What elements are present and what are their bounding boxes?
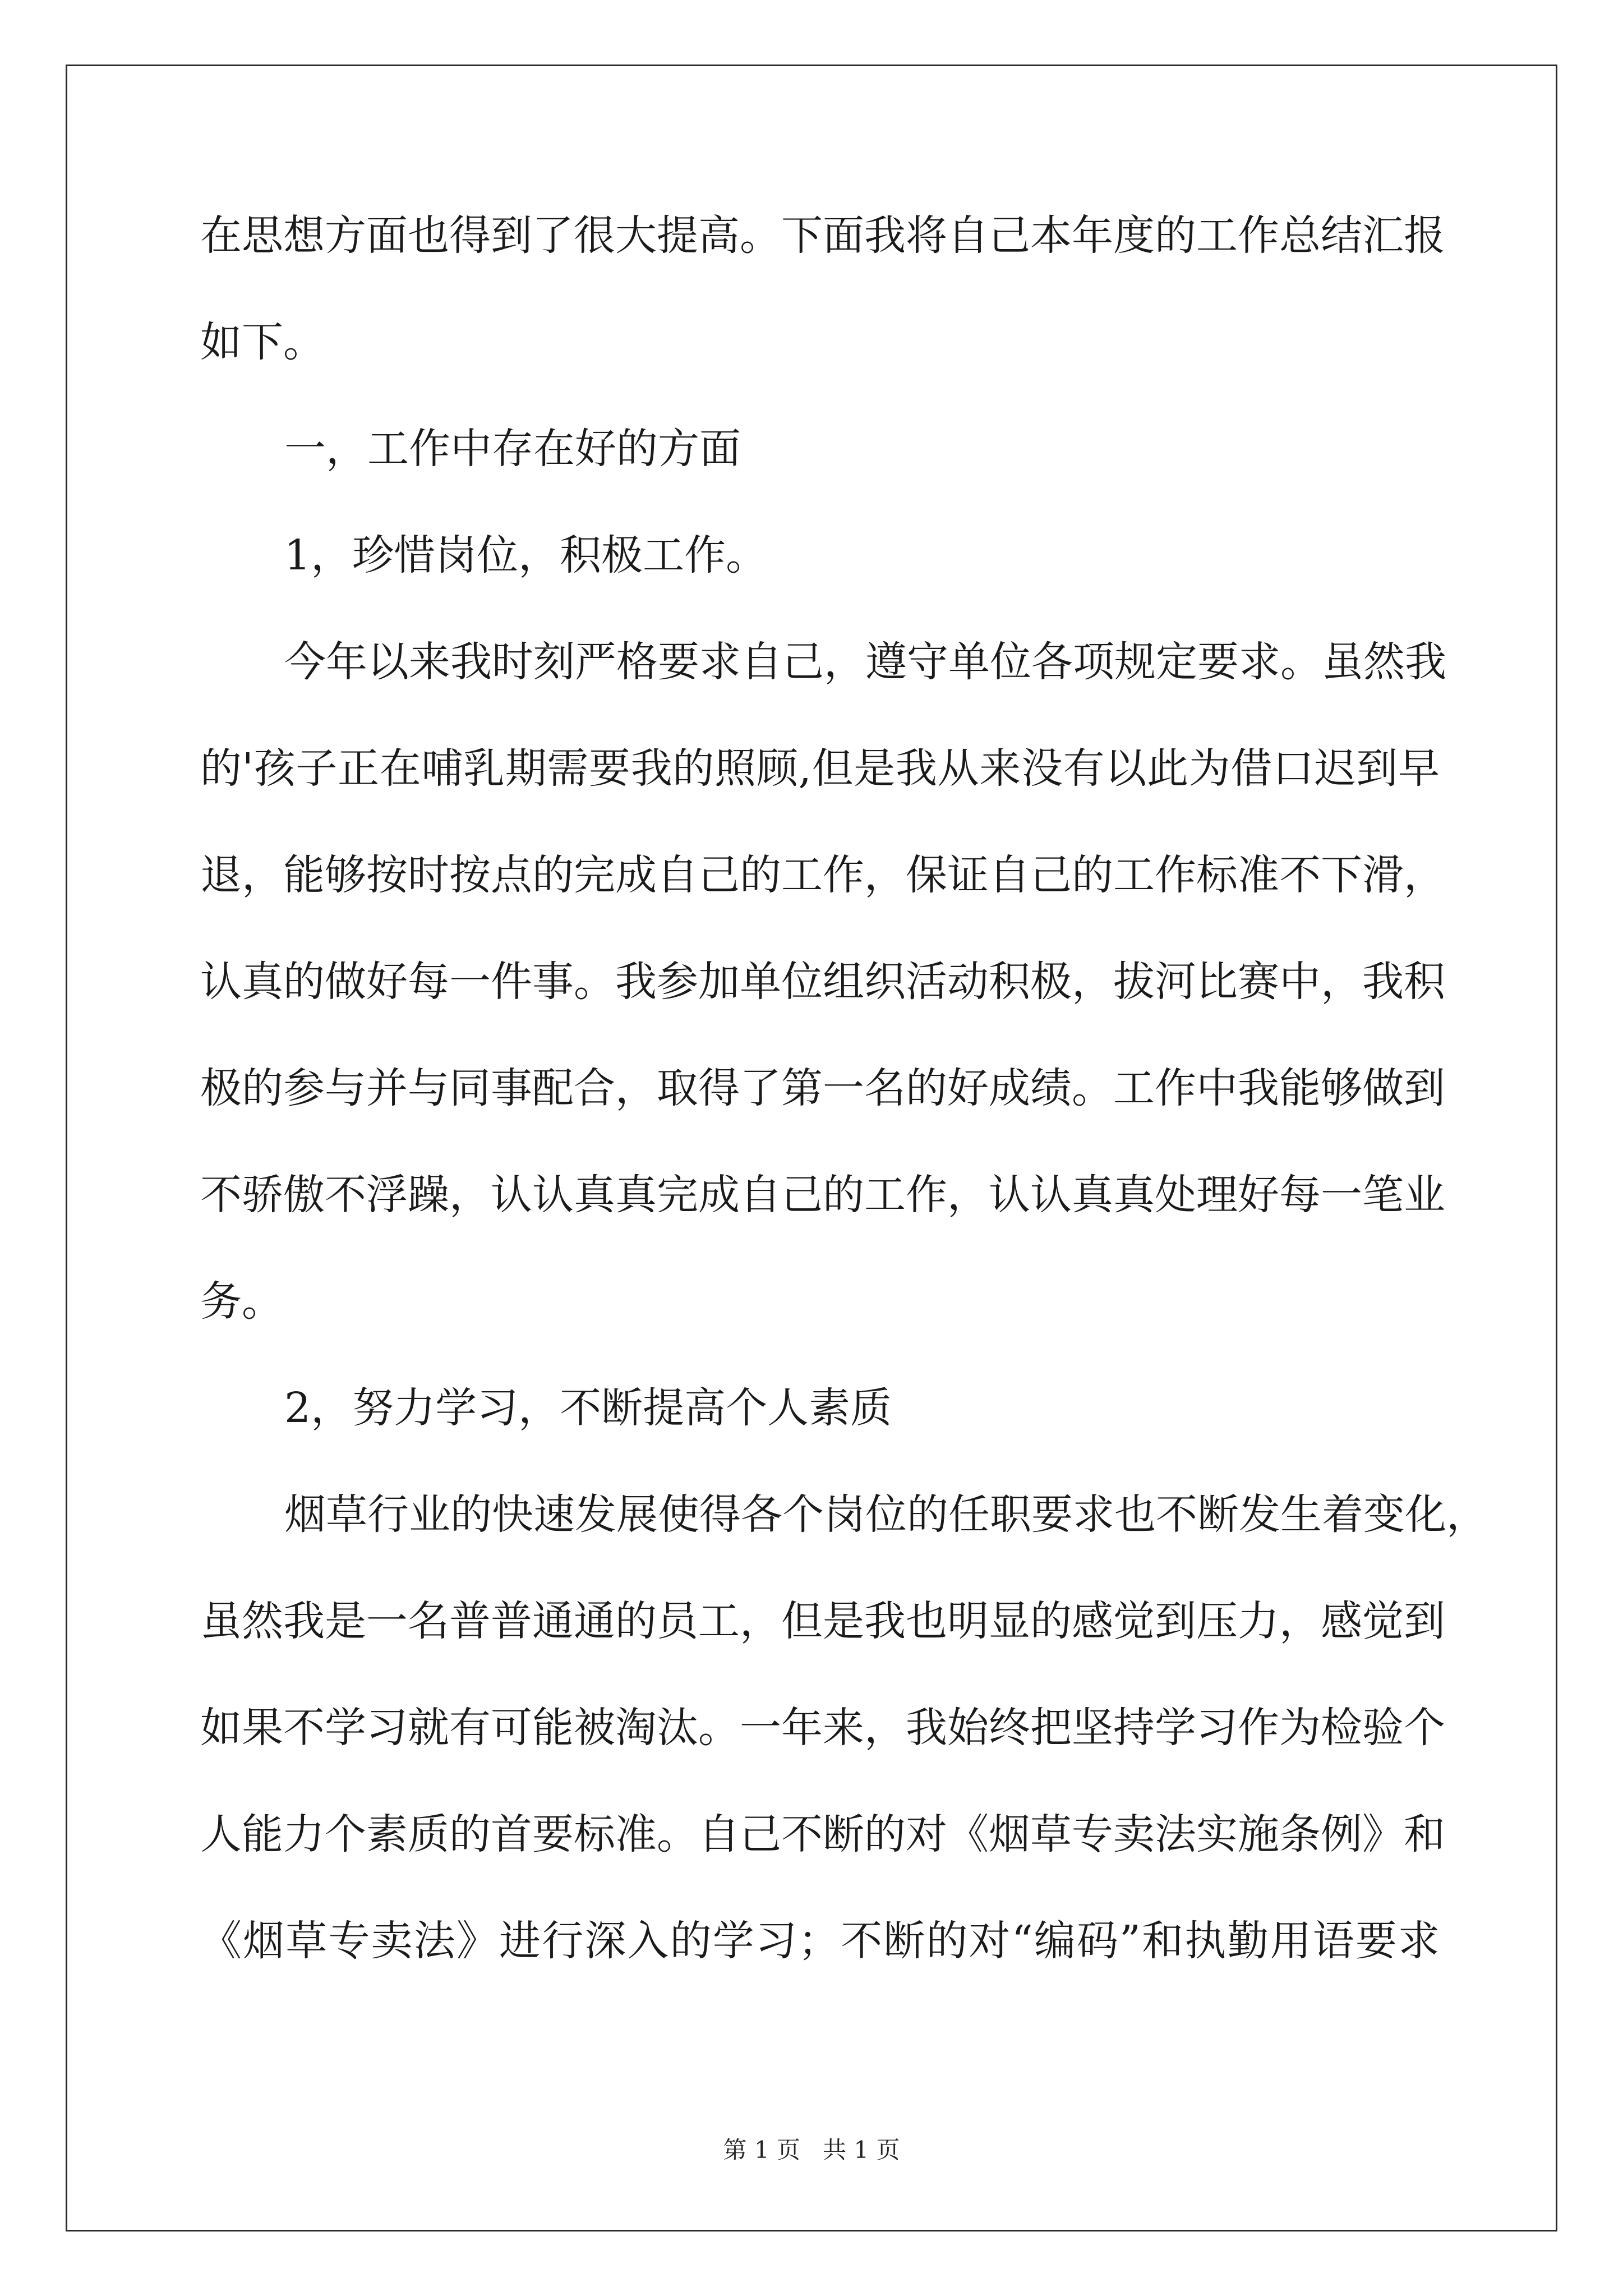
subsection-heading: 1，珍惜岗位，积极工作。	[284, 531, 768, 579]
text-line: 极的参与并与同事配合，取得了第一名的好成绩。工作中我能够做到	[200, 1064, 1445, 1112]
text-line: 《烟草专卖法》进行深入的学习；不断的对“编码”和执勤用语要求	[200, 1917, 1440, 1965]
text-line: 人能力个素质的首要标准。自己不断的对《烟草专卖法实施条例》和	[200, 1810, 1445, 1858]
text-line: 的'孩子正在哺乳期需要我的照顾,但是我从来没有以此为借口迟到早	[200, 744, 1440, 793]
text-line: 务。	[200, 1277, 283, 1326]
text-line: 烟草行业的快速发展使得各个岗位的任职要求也不断发生着变化，	[284, 1490, 1488, 1539]
page-footer: 第 1 页 共 1 页	[723, 2136, 900, 2164]
text-line: 退，能够按时按点的完成自己的工作，保证自己的工作标准不下滑，	[200, 851, 1445, 899]
text-line: 虽然我是一名普普通通的员工，但是我也明显的感觉到压力，感觉到	[200, 1597, 1445, 1645]
subsection-heading: 2，努力学习，不断提高个人素质	[284, 1384, 892, 1432]
page-border	[66, 65, 1557, 2231]
text-line: 今年以来我时刻严格要求自己，遵守单位各项规定要求。虽然我	[284, 638, 1446, 686]
text-line: 如果不学习就有可能被淘汰。一年来，我始终把坚持学习作为检验个	[200, 1704, 1445, 1752]
text-line: 认真的做好每一件事。我参加单位组织活动积极，拔河比赛中，我积	[200, 958, 1445, 1006]
section-heading: 一，工作中存在好的方面	[284, 425, 741, 473]
text-line: 不骄傲不浮躁，认认真真完成自己的工作，认认真真处理好每一笔业	[200, 1171, 1445, 1219]
text-line: 如下。	[200, 318, 325, 366]
text-line: 在思想方面也得到了很大提高。下面我将自己本年度的工作总结汇报	[200, 211, 1445, 260]
